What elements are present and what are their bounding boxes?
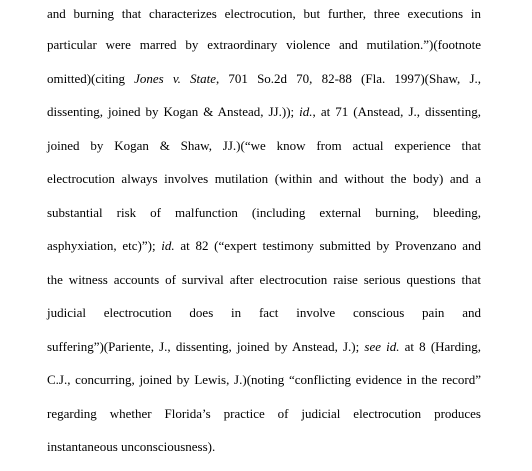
text-segment: electrocution always involves mutilation (within and without the body) and a — [47, 171, 481, 186]
text-segment: substantial risk of malfunction (including external burning, bleeding, — [47, 205, 481, 220]
text-segment: and burning that characterizes electrocution, but further, three executions in — [47, 6, 481, 21]
text-segment: joined by Kogan & Shaw, JJ.)(“we know from actual experience that — [47, 138, 481, 153]
italic-citation: see id. — [364, 339, 400, 354]
text-line — [47, 6, 481, 22]
text-line — [47, 305, 481, 321]
text-line — [47, 372, 481, 388]
text-segment: at 8 (Harding, — [399, 339, 481, 354]
text-segment: instantaneous unconsciousness). — [47, 439, 216, 454]
text-segment: particular were marred by extraordinary violence and mutilation.”)(footnote — [47, 37, 481, 52]
text-segment: dissenting, joined by Kogan & Anstead, JJ.)); — [47, 104, 300, 119]
text-segment: asphyxiation, etc)”); — [47, 238, 162, 253]
text-line — [47, 171, 481, 187]
italic-citation: id. — [299, 104, 313, 119]
text-line — [47, 272, 481, 288]
text-line — [47, 37, 481, 53]
italic-citation: id. — [161, 238, 175, 253]
text-segment: suffering”)(Pariente, J., dissenting, joined by Anstead, J.); — [47, 339, 365, 354]
text-segment: regarding whether Florida’s practice of judicial electrocution produces — [47, 406, 481, 421]
text-segment: judicial electrocution does in fact involve conscious pain and — [47, 305, 481, 320]
text-line — [47, 339, 481, 355]
text-segment: C.J., concurring, joined by Lewis, J.)(noting “conflicting evidence in the record” — [47, 372, 481, 387]
italic-citation: Jones v. State — [134, 71, 217, 86]
text-segment: , at 71 (Anstead, J., dissenting, — [312, 104, 482, 119]
text-line — [47, 238, 481, 254]
text-segment: the witness accounts of survival after electrocution raise serious questions that — [47, 272, 481, 287]
text-line — [47, 138, 481, 154]
text-segment: at 82 (“expert testimony submitted by Provenzano and — [174, 238, 481, 253]
text-segment: , 701 So.2d 70, 82-88 (Fla. 1997)(Shaw, J., — [216, 71, 481, 86]
text-line — [47, 205, 481, 221]
text-line — [47, 104, 481, 120]
text-segment: omitted)(citing — [47, 71, 135, 86]
text-line — [47, 406, 481, 422]
text-line — [47, 439, 481, 455]
text-line — [47, 71, 481, 87]
